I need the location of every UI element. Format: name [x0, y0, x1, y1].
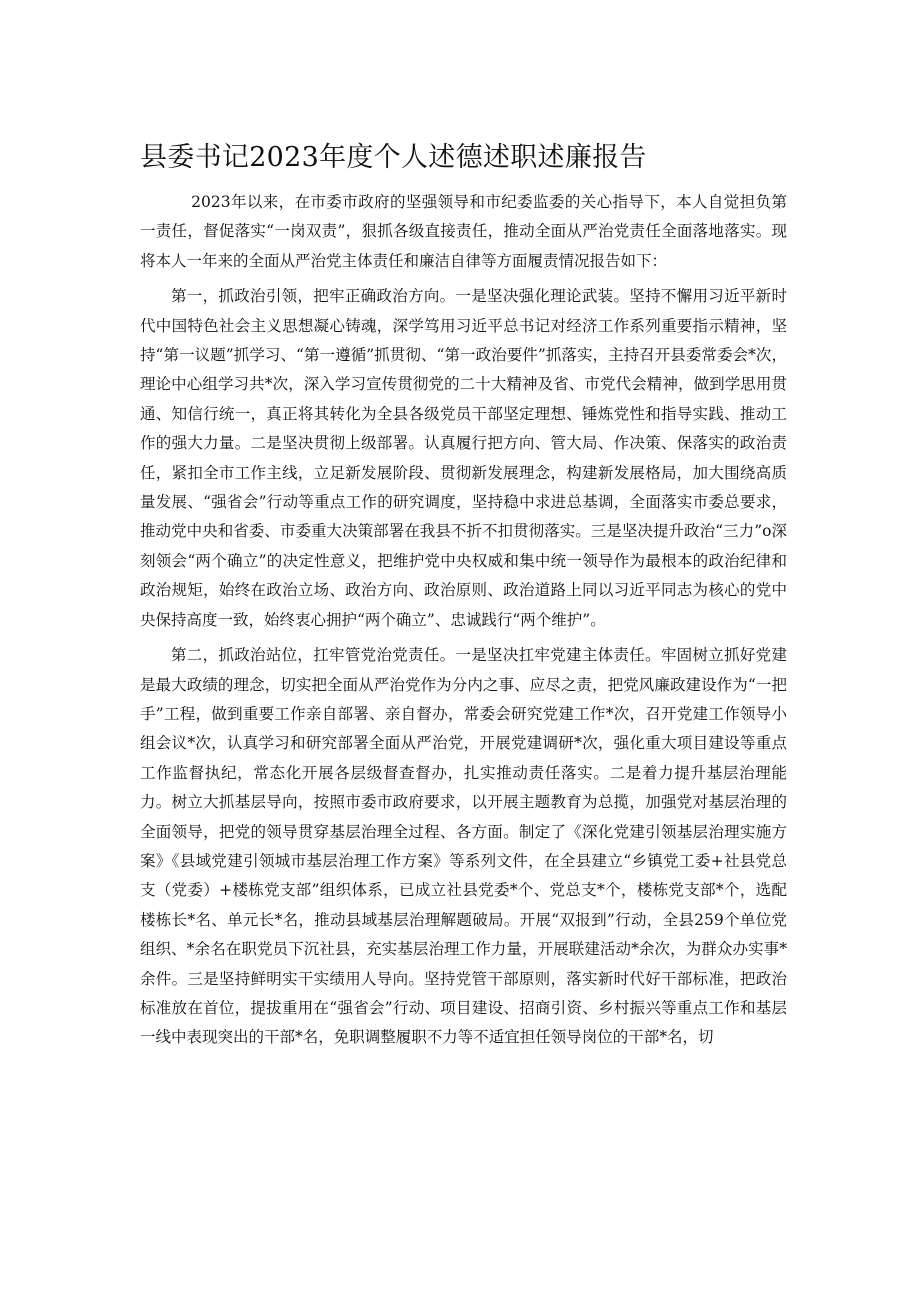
section-two-paragraph: 第二，抓政治站位，扛牢管党治党责任。一是坚决扛牢党建主体责任。牢固树立抓好党建是最大政绩的理念，切实把全面从严治党作为分内之事、应尽之责，把党风廉政建设作为“一把手”工程，做到重要工作亲自部署、亲自督办，常委会研究党建工作*次，召开党建工作领导小组会议*次，认真学习和研究部署全面从严治党，开展党建调研*次，强化重大项目建设等重点工作监督执纪，常态化开展各层级督查督办，扎实推动责任落实。二是着力提升基层治理能力。树立大抓基层导向，按照市委市政府要求，以开展主题教育为总揽，加强党对基层治理的全面领导，把党的领导贯穿基层治理全过程、各方面。制定了《深化党建引领基层治理实施方案》《县域党建引领城市基层治理工作方案》等系列文件，在全县建立“乡镇党工委+社县党总支（党委）+楼栋党支部”组织体系，已成立社县党委*个、党总支*个，楼栋党支部*个，选配楼栋长*名、单元长*名，推动县域基层治理解题破局。开展“双报到”行动，全县259个单位党组织、*余名在职党员下沉社县，充实基层治理工作力量，开展联建活动*余次，为群众办实事*余件。三是坚持鲜明实干实绩用人导向。坚持党管干部原则，落实新时代好干部标准，把政治标准放在首位，提拔重用在“强省会”行动、项目建设、招商引资、乡村振兴等重点工作和基层一线中表现突出的干部*名，免职调整履职不力等不适宜担任领导岗位的干部*名，切: [140, 646, 787, 1047]
intro-paragraph: 2023年以来，在市委市政府的坚强领导和市纪委监委的关心指导下，本人自觉担负第一责任，督促落实“一岗双责”，狠抓各级直接责任，推动全面从严治党责任全面落地落实。现将本人一年来的全面从严治党主体责任和廉洁自律等方面履责情况报告如下：: [140, 193, 787, 270]
section-one-paragraph: 第一，抓政治引领，把牢正确政治方向。一是坚决强化理论武装。坚持不懈用习近平新时代中国特色社会主义思想凝心铸魂，深学笃用习近平总书记对经济工作系列重要指示精神，坚持“第一议题”抓学习、“第一遵循”抓贯彻、“第一政治要件”抓落实，主持召开县委常委会*次，理论中心组学习共*次，深入学习宣传贯彻党的二十大精神及省、市党代会精神，做到学思用贯通、知信行统一，真正将其转化为全县各级党员干部坚定理想、锤炼党性和指导实践、推动工作的强大力量。二是坚决贯彻上级部署。认真履行把方向、管大局、作决策、保落实的政治责任，紧扣全市工作主线，立足新发展阶段、贯彻新发展理念，构建新发展格局，加大围绕高质量发展、“强省会”行动等重点工作的研究调度，坚持稳中求进总基调，全面落实市委总要求，推动党中央和省委、市委重大决策部署在我县不折不扣贯彻落实。三是坚决提升政治“三力”o深刻领会“两个确立”的决定性意义，把维护党中央权威和集中统一领导作为最根本的政治纪律和政治规矩，始终在政治立场、政治方向、政治原则、政治道路上同以习近平同志为核心的党中央保持高度一致，始终衷心拥护“两个确立”、忠诚践行“两个维护”。: [140, 287, 787, 629]
document-title: 县委书记2023年度个人述德述职述廉报告: [140, 142, 647, 173]
document-page: [140, 138, 787, 1059]
